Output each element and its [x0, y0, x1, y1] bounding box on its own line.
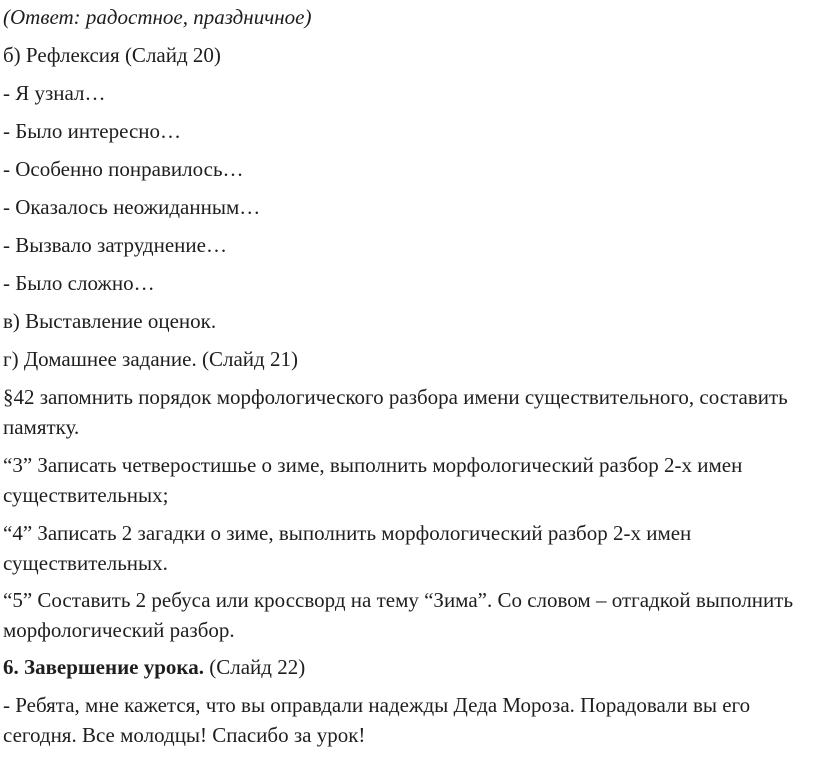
- reflection-item: - Особенно понравилось…: [3, 157, 244, 181]
- closing-heading: [3, 654, 813, 680]
- reflection-item: - Оказалось неожиданным…: [3, 195, 261, 219]
- reflection-heading: б) Рефлексия (Слайд 20): [3, 43, 221, 67]
- reflection-item: - Было сложно…: [3, 271, 155, 295]
- reflection-item: - Я узнал…: [3, 81, 106, 105]
- grading-line: в) Выставление оценок.: [3, 309, 217, 333]
- answer-note: (Ответ: радостное, праздничное): [3, 5, 312, 29]
- homework-heading: г) Домашнее задание. (Слайд 21): [3, 347, 298, 371]
- reflection-item: - Вызвало затруднение…: [3, 233, 227, 257]
- homework-main: §42 запомнить порядок морфологического разбора имени существительного, составить памятку.: [3, 385, 788, 439]
- closing-heading-slide: (Слайд 22): [203, 655, 306, 679]
- closing-text: - Ребята, мне кажется, что вы оправдали надежды Деда Мороза. Порадовали вы его сегодня. Все молодцы! Спасибо за урок!: [3, 693, 751, 747]
- homework-grade-3: “3” Записать четверостишье о зиме, выполнить морфологический разбор 2-х имен существительных;: [3, 453, 743, 507]
- closing-heading-bold: 6. Завершение урока.: [3, 655, 204, 679]
- homework-grade-4: “4” Записать 2 загадки о зиме, выполнить морфологический разбор 2-х имен существительных.: [3, 521, 692, 575]
- reflection-item: - Было интересно…: [3, 119, 182, 143]
- homework-grade-5: “5” Составить 2 ребуса или кроссворд на тему “Зима”. Со словом – отгадкой выполнить морфологический разбор.: [3, 588, 794, 642]
